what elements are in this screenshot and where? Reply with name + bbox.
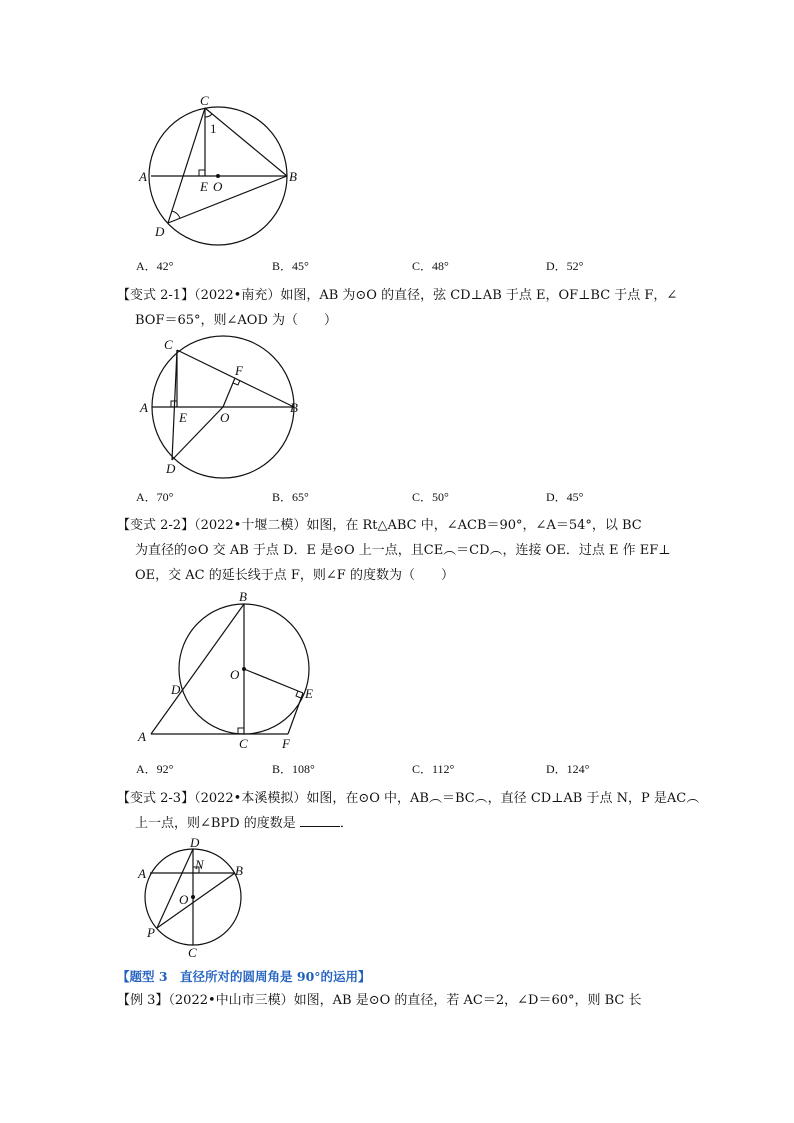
q2-option-d[interactable]: D．45° (546, 490, 584, 504)
label-e: E (179, 410, 187, 425)
label-p: P (147, 925, 155, 940)
label-a: A (140, 400, 148, 415)
q4-line-2-text: 上一点，则∠BPD 的度数是 (135, 816, 300, 831)
q4-line-1: 【变式 2-3】（2022•本溪模拟）如图，在⊙O 中，AB︵＝BC︵，直径 CD⊥AB 于点 N，P 是AC︵ (117, 791, 700, 806)
label-a: A (138, 866, 146, 881)
answer-blank[interactable] (300, 812, 340, 827)
label-b: B (239, 590, 247, 604)
q3-line-2: 为直径的⊙O 交 AB 于点 D．E 是⊙O 上一点，且CE︵＝CD︵，连接 OE．过点 E 作 EF⊥ (135, 543, 671, 558)
q1-option-d[interactable]: D．52° (546, 259, 584, 273)
figure-3 (130, 590, 330, 755)
q3-option-c[interactable]: C．112° (412, 762, 455, 776)
q3-line-3: OE，交 AC 的延长线于点 F，则∠F 的度数为（ ） (135, 568, 454, 583)
label-b: B (289, 169, 297, 184)
q3-option-b[interactable]: B．108° (272, 762, 315, 776)
question-5 (117, 988, 677, 1013)
q3-option-d[interactable]: D．124° (546, 762, 590, 776)
label-a: A (138, 729, 146, 744)
label-n: N (195, 857, 204, 872)
label-c: C (200, 93, 209, 108)
q2-option-b[interactable]: B．65° (272, 490, 309, 504)
label-c: C (188, 945, 197, 960)
label-f: F (235, 363, 243, 378)
question-4 (117, 786, 700, 836)
label-c: C (239, 736, 248, 751)
q2-option-c[interactable]: C．50° (412, 490, 449, 504)
label-o: O (220, 410, 230, 425)
label-b: B (235, 863, 243, 878)
section-heading: 【题型 3 直径所对的圆周角是 90°的运用】 (117, 969, 371, 984)
q1-option-c[interactable]: C．48° (412, 259, 449, 273)
q3-option-a[interactable]: A．92° (136, 762, 174, 776)
label-a: A (139, 169, 147, 184)
label-e: E (305, 686, 313, 701)
question-3 (117, 513, 677, 588)
label-o: O (213, 179, 223, 194)
label-d: D (190, 835, 200, 850)
q5-line-1: 【例 3】（2022•中山市三模）如图，AB 是⊙O 的直径，若 AC＝2，∠D＝60°，则 BC 长 (117, 993, 642, 1008)
question-2 (117, 283, 677, 333)
q2-line-2: BOF＝65°，则∠AOD 为（ ） (135, 313, 338, 328)
figure-1 (130, 90, 310, 250)
label-angle-1: 1 (210, 121, 217, 136)
label-c: C (164, 337, 173, 352)
label-f: F (282, 736, 290, 751)
figure-2 (130, 335, 310, 485)
label-e: E (200, 179, 208, 194)
q4-line-2 (117, 811, 677, 836)
label-o: O (230, 667, 240, 682)
label-d: D (155, 224, 165, 239)
label-d: D (166, 461, 176, 476)
q2-option-a[interactable]: A．70° (136, 490, 174, 504)
figure-4 (130, 835, 260, 960)
q4-line-2-end: ． (339, 816, 353, 831)
label-d: D (171, 682, 181, 697)
q3-line-1: 【变式 2-2】（2022•十堰二模）如图，在 Rt△ABC 中，∠ACB＝90°，∠A＝54°，以 BC (117, 518, 642, 533)
q1-option-b[interactable]: B．45° (272, 259, 309, 273)
q2-line-1: 【变式 2-1】（2022•南充）如图，AB 为⊙O 的直径，弦 CD⊥AB 于点 E，OF⊥BC 于点 F，∠ (117, 288, 678, 303)
q1-option-a[interactable]: A．42° (136, 259, 174, 273)
label-o: O (179, 892, 189, 907)
label-b: B (290, 400, 298, 415)
